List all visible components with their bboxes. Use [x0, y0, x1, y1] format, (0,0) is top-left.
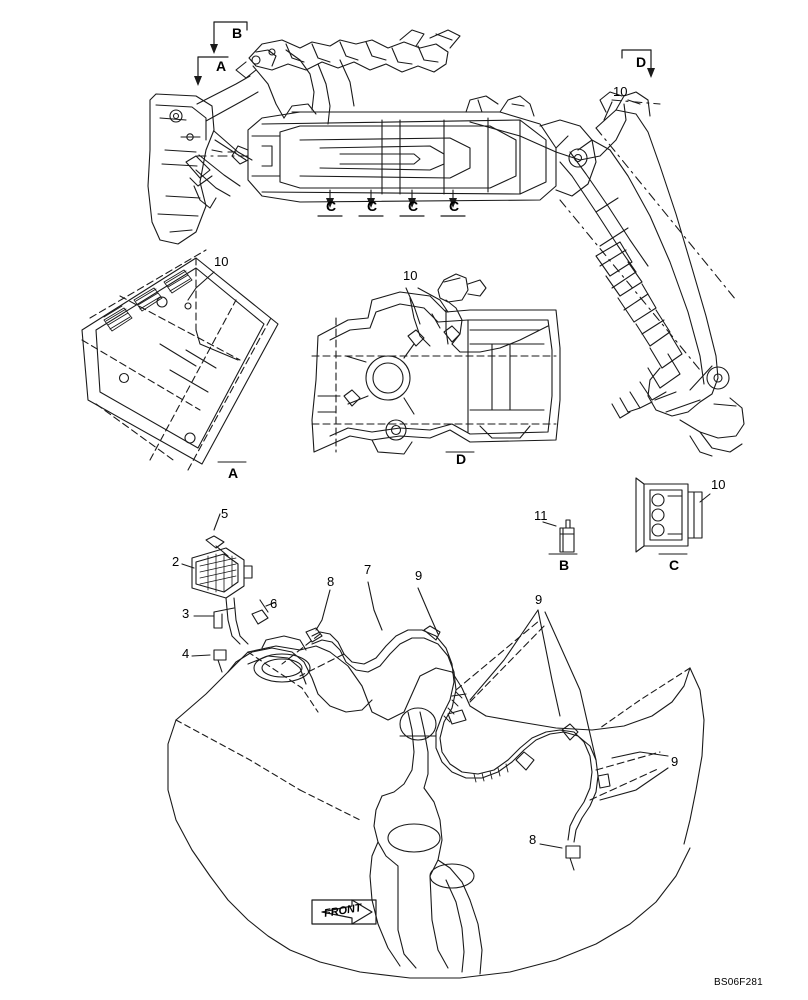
callout-11: 11 — [534, 508, 548, 523]
callout-10-top-right: 10 — [613, 84, 628, 99]
section-marker-b-top: B — [232, 25, 243, 41]
front-arrow-label: FRONT — [323, 902, 363, 920]
callout-8-upper: 8 — [327, 574, 335, 589]
section-marker-c-mid: C — [669, 557, 680, 573]
callout-9-b: 9 — [535, 592, 543, 607]
callout-9-c: 9 — [671, 754, 679, 769]
section-marker-a-top: A — [216, 58, 227, 74]
callout-6: 6 — [270, 596, 278, 611]
callout-3: 3 — [182, 606, 190, 621]
section-marker-c-3: C — [408, 198, 419, 214]
section-marker-b-mid: B — [559, 557, 570, 573]
callout-8-lower: 8 — [529, 832, 537, 847]
callout-10-left: 10 — [214, 254, 229, 269]
section-marker-c-2: C — [367, 198, 378, 214]
callout-4: 4 — [182, 646, 190, 661]
callout-10-center: 10 — [403, 268, 418, 283]
section-marker-c-1: C — [326, 198, 337, 214]
callout-5: 5 — [221, 506, 229, 521]
section-marker-c-4: C — [449, 198, 460, 214]
callout-2: 2 — [172, 554, 180, 569]
section-marker-a-mid: A — [228, 465, 239, 481]
drawing-number: BS06F281 — [714, 977, 763, 988]
callout-7: 7 — [364, 562, 372, 577]
callout-10-right: 10 — [711, 477, 726, 492]
callout-9-a: 9 — [415, 568, 423, 583]
section-marker-d-top: D — [636, 54, 647, 70]
section-marker-d-mid: D — [456, 451, 467, 467]
